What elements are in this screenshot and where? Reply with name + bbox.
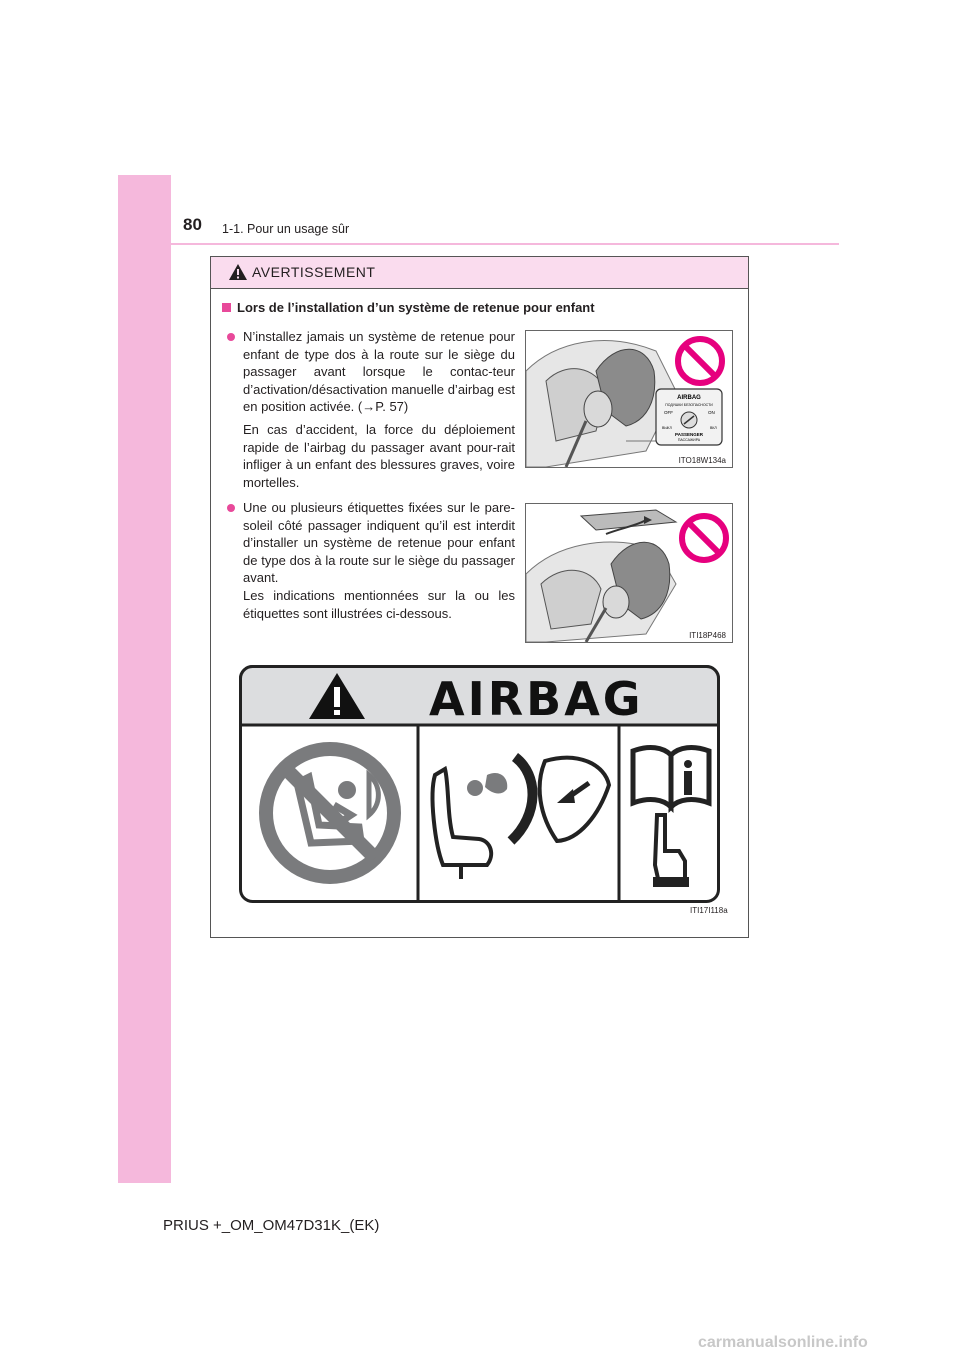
round-bullet-icon (227, 504, 235, 512)
svg-text:ВЫКЛ: ВЫКЛ (662, 426, 672, 430)
square-bullet-icon (222, 303, 231, 312)
airbag-warning-label (239, 665, 720, 903)
bullet-paragraph: Les indications mentionnées sur la ou les étiquettes sont illustrées ci-dessous. (243, 587, 515, 621)
label-airbag-text: AIRBAG (429, 672, 644, 726)
header-divider (171, 243, 839, 245)
sun-visor-illustration (526, 504, 732, 642)
prohibition-icon (682, 516, 726, 560)
prohibition-icon (678, 339, 722, 383)
figure-rear-facing-seat-airbag-on (525, 330, 733, 468)
svg-text:AIRBAG: AIRBAG (677, 395, 701, 401)
bullet-paragraph: N’installez jamais un système de retenue pour enfant de type dos à la route sur le siège du passager avant lorsque le contac-teur d’activation/désactivation manuelle d’airbag est en position activée. (→P. 57) (243, 329, 515, 415)
svg-text:ПОДУШКИ БЕЗОПАСНОСТИ: ПОДУШКИ БЕЗОПАСНОСТИ (665, 403, 713, 407)
warning-header (211, 257, 748, 289)
warning-subheading (222, 300, 595, 315)
watermark: carmanualsonline.info (698, 1334, 868, 1351)
chapter-sidebar-tab (118, 175, 171, 1183)
svg-text:ON: ON (708, 410, 715, 415)
warning-triangle-icon (228, 263, 248, 281)
figure-sun-visor-label (525, 503, 733, 643)
label-caption: ITI17I118a (690, 906, 728, 915)
page-number: 80 (183, 215, 202, 234)
rear-facing-seat-illustration (526, 331, 732, 467)
bullet-item (227, 499, 515, 622)
figure-caption: ITI18P468 (689, 631, 726, 640)
subheading-text: Lors de l’installation d’un système de retenue pour enfant (237, 300, 595, 315)
bullet-paragraph: Une ou plusieurs étiquettes fixées sur le pare-soleil côté passager indiquent qu’il est interdit d’installer un système de retenue pour enfant de type dos à la route sur le siège du passager avant. (243, 500, 515, 586)
bullet-item (227, 328, 515, 491)
svg-text:ПАССАЖИРА: ПАССАЖИРА (677, 438, 701, 442)
round-bullet-icon (227, 333, 235, 341)
figure-caption: ITO18W134a (678, 456, 726, 465)
section-title: 1-1. Pour un usage sûr (222, 222, 350, 236)
warning-title: AVERTISSEMENT (252, 264, 376, 280)
svg-text:PASSENGER: PASSENGER (675, 432, 703, 437)
svg-text:OFF: OFF (664, 410, 673, 415)
bullet-paragraph: En cas d’accident, la force du déploiement rapide de l’airbag du passager avant pour-rait infliger à un enfant des blessures graves, voire mortelles. (243, 421, 515, 490)
svg-text:ВКЛ: ВКЛ (710, 426, 717, 430)
document-code: PRIUS +_OM_OM47D31K_(EK) (163, 1217, 380, 1234)
